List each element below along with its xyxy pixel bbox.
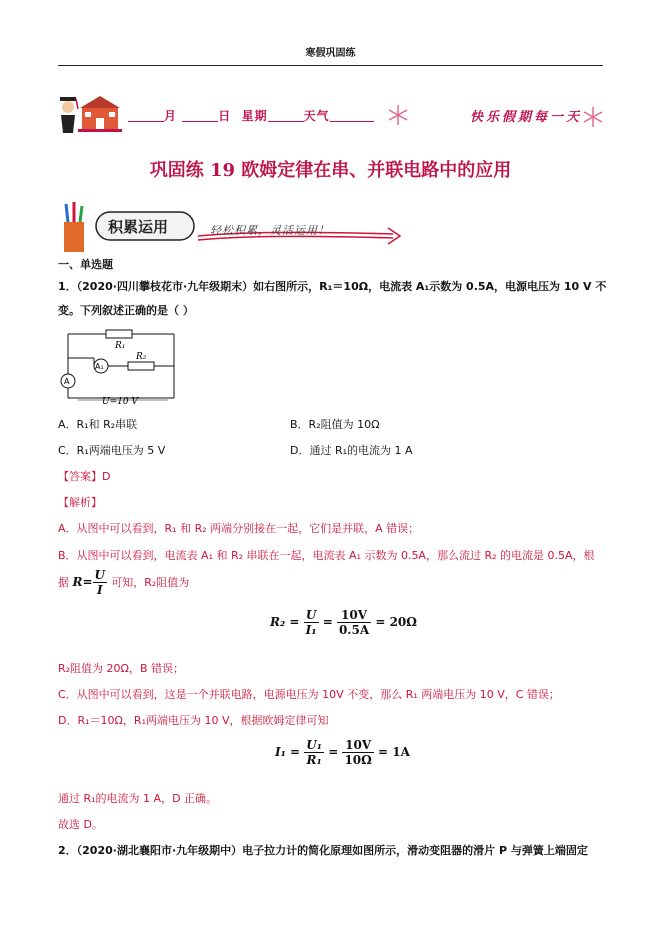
day-label: 日 [218, 109, 232, 123]
option-a: A．R₁和 R₂串联 [58, 418, 138, 431]
voltage-label: U=10 V [102, 397, 138, 406]
formula-r2-den: I₁ [305, 623, 317, 637]
question-1-line-1: 1．（2020·四川攀枝花市·九年级期末）如右图所示，R₁＝10Ω，电流表 A₁示数为 0.5A，电源电压为 10 V 不 [58, 280, 607, 293]
analysis-c: C．从图中可以看到，这是一个并联电路，电源电压为 10V 不变，那么 R₁ 两端电压为 10 V，C 错误； [58, 688, 560, 701]
formula-r2-num2: 10V [337, 608, 371, 623]
analysis-b-suffix: 可知，R₂阻值为 [111, 576, 190, 589]
question-1-line-2: 变。下列叙述正确的是（ ） [58, 304, 194, 317]
date-weather-fields [128, 107, 374, 124]
formula-i1-lhs: I₁ [275, 745, 286, 759]
part-heading: 一、单选题 [58, 258, 113, 271]
week-label: 星期 [241, 109, 268, 123]
option-c: C．R₁两端电压为 5 V [58, 444, 166, 457]
slogan: 快乐假期每一天 [470, 110, 583, 125]
month-label: 月 [164, 109, 178, 123]
formula-i1-den2: 10Ω [344, 753, 372, 767]
analysis-b-line-2 [58, 568, 189, 597]
analysis-b-line-1: B．从图中可以看到，电流表 A₁ 和 R₂ 串联在一起，电流表 A₁ 示数为 0.5A，那么流过 R₂ 的电流是 0.5A，根 [58, 549, 595, 562]
analysis-a: A．从图中可以看到，R₁ 和 R₂ 两端分别接在一起，它们是并联，A 错误； [58, 522, 420, 535]
formula-i1-num2: 10V [342, 738, 373, 753]
formula-i1-result: 1A [392, 745, 410, 759]
formula-i1: I₁ = $\frac{\text{U₁}}{\text{R₁}}$ = $\frac{10V}{10\Omega}$ = 1A [275, 738, 410, 767]
r1-label: R₁ [115, 341, 126, 351]
section-label: 积累运用 [108, 218, 169, 236]
formula-r2-result: 20Ω [389, 615, 417, 629]
formula-r2-lhs: R₂ [270, 615, 286, 629]
option-b: B．R₂阻值为 10Ω [290, 418, 380, 431]
ammeter-a-label: A [64, 377, 70, 386]
option-d: D．通过 R₁的电流为 1 A [290, 444, 413, 457]
formula-i1-num: U₁ [306, 738, 323, 752]
circuit-diagram [58, 324, 188, 406]
analysis-d: D．R₁＝10Ω，R₁两端电压为 10 V，根据欧姆定律可知 [58, 714, 329, 727]
section-banner [58, 200, 408, 256]
ohm-lhs: R [72, 575, 83, 589]
conclusion: 故选 D。 [58, 818, 103, 831]
analysis-b-prefix: 据 [58, 576, 69, 589]
section-subtitle: 轻松积累，灵活运用！ [210, 224, 330, 237]
formula-r2: R₂ = $\frac{U}{\text{I₁}}$ = $\frac{10V}{0.5A}$ = 20Ω [270, 608, 417, 637]
date-banner [58, 93, 603, 137]
formula-i1-den: R₁ [306, 753, 322, 767]
ammeter-a1-label: A₁ [95, 362, 104, 371]
ohm-num: U [94, 568, 106, 582]
school-icon [78, 96, 122, 132]
answer: 【答案】D [58, 470, 111, 483]
r2-label: R₂ [136, 352, 147, 362]
graduate-icon [60, 97, 78, 133]
ohm-formula: R= $\frac{U}{I}$ [72, 568, 106, 597]
page-header: 寒假巩固练 [58, 44, 603, 66]
formula-r2-den2: 0.5A [338, 623, 370, 637]
analysis-b-line-3: R₂阻值为 20Ω，B 错误； [58, 662, 184, 675]
pencil-cup-icon [64, 202, 84, 252]
ohm-den: I [96, 583, 103, 597]
document-title: 巩固练 19 欧姆定律在串、并联电路中的应用 [149, 160, 512, 181]
analysis-label: 【解析】 [58, 496, 102, 509]
formula-r2-num: U [304, 608, 319, 623]
question-2-line-1: 2．（2020·湖北襄阳市·九年级期中）电子拉力计的简化原理如图所示，滑动变阻器的滑片 P 与弹簧上端固定 [58, 844, 588, 857]
analysis-d-line-2: 通过 R₁的电流为 1 A，D 正确。 [58, 792, 218, 805]
weather-label: 天气 [303, 109, 330, 123]
